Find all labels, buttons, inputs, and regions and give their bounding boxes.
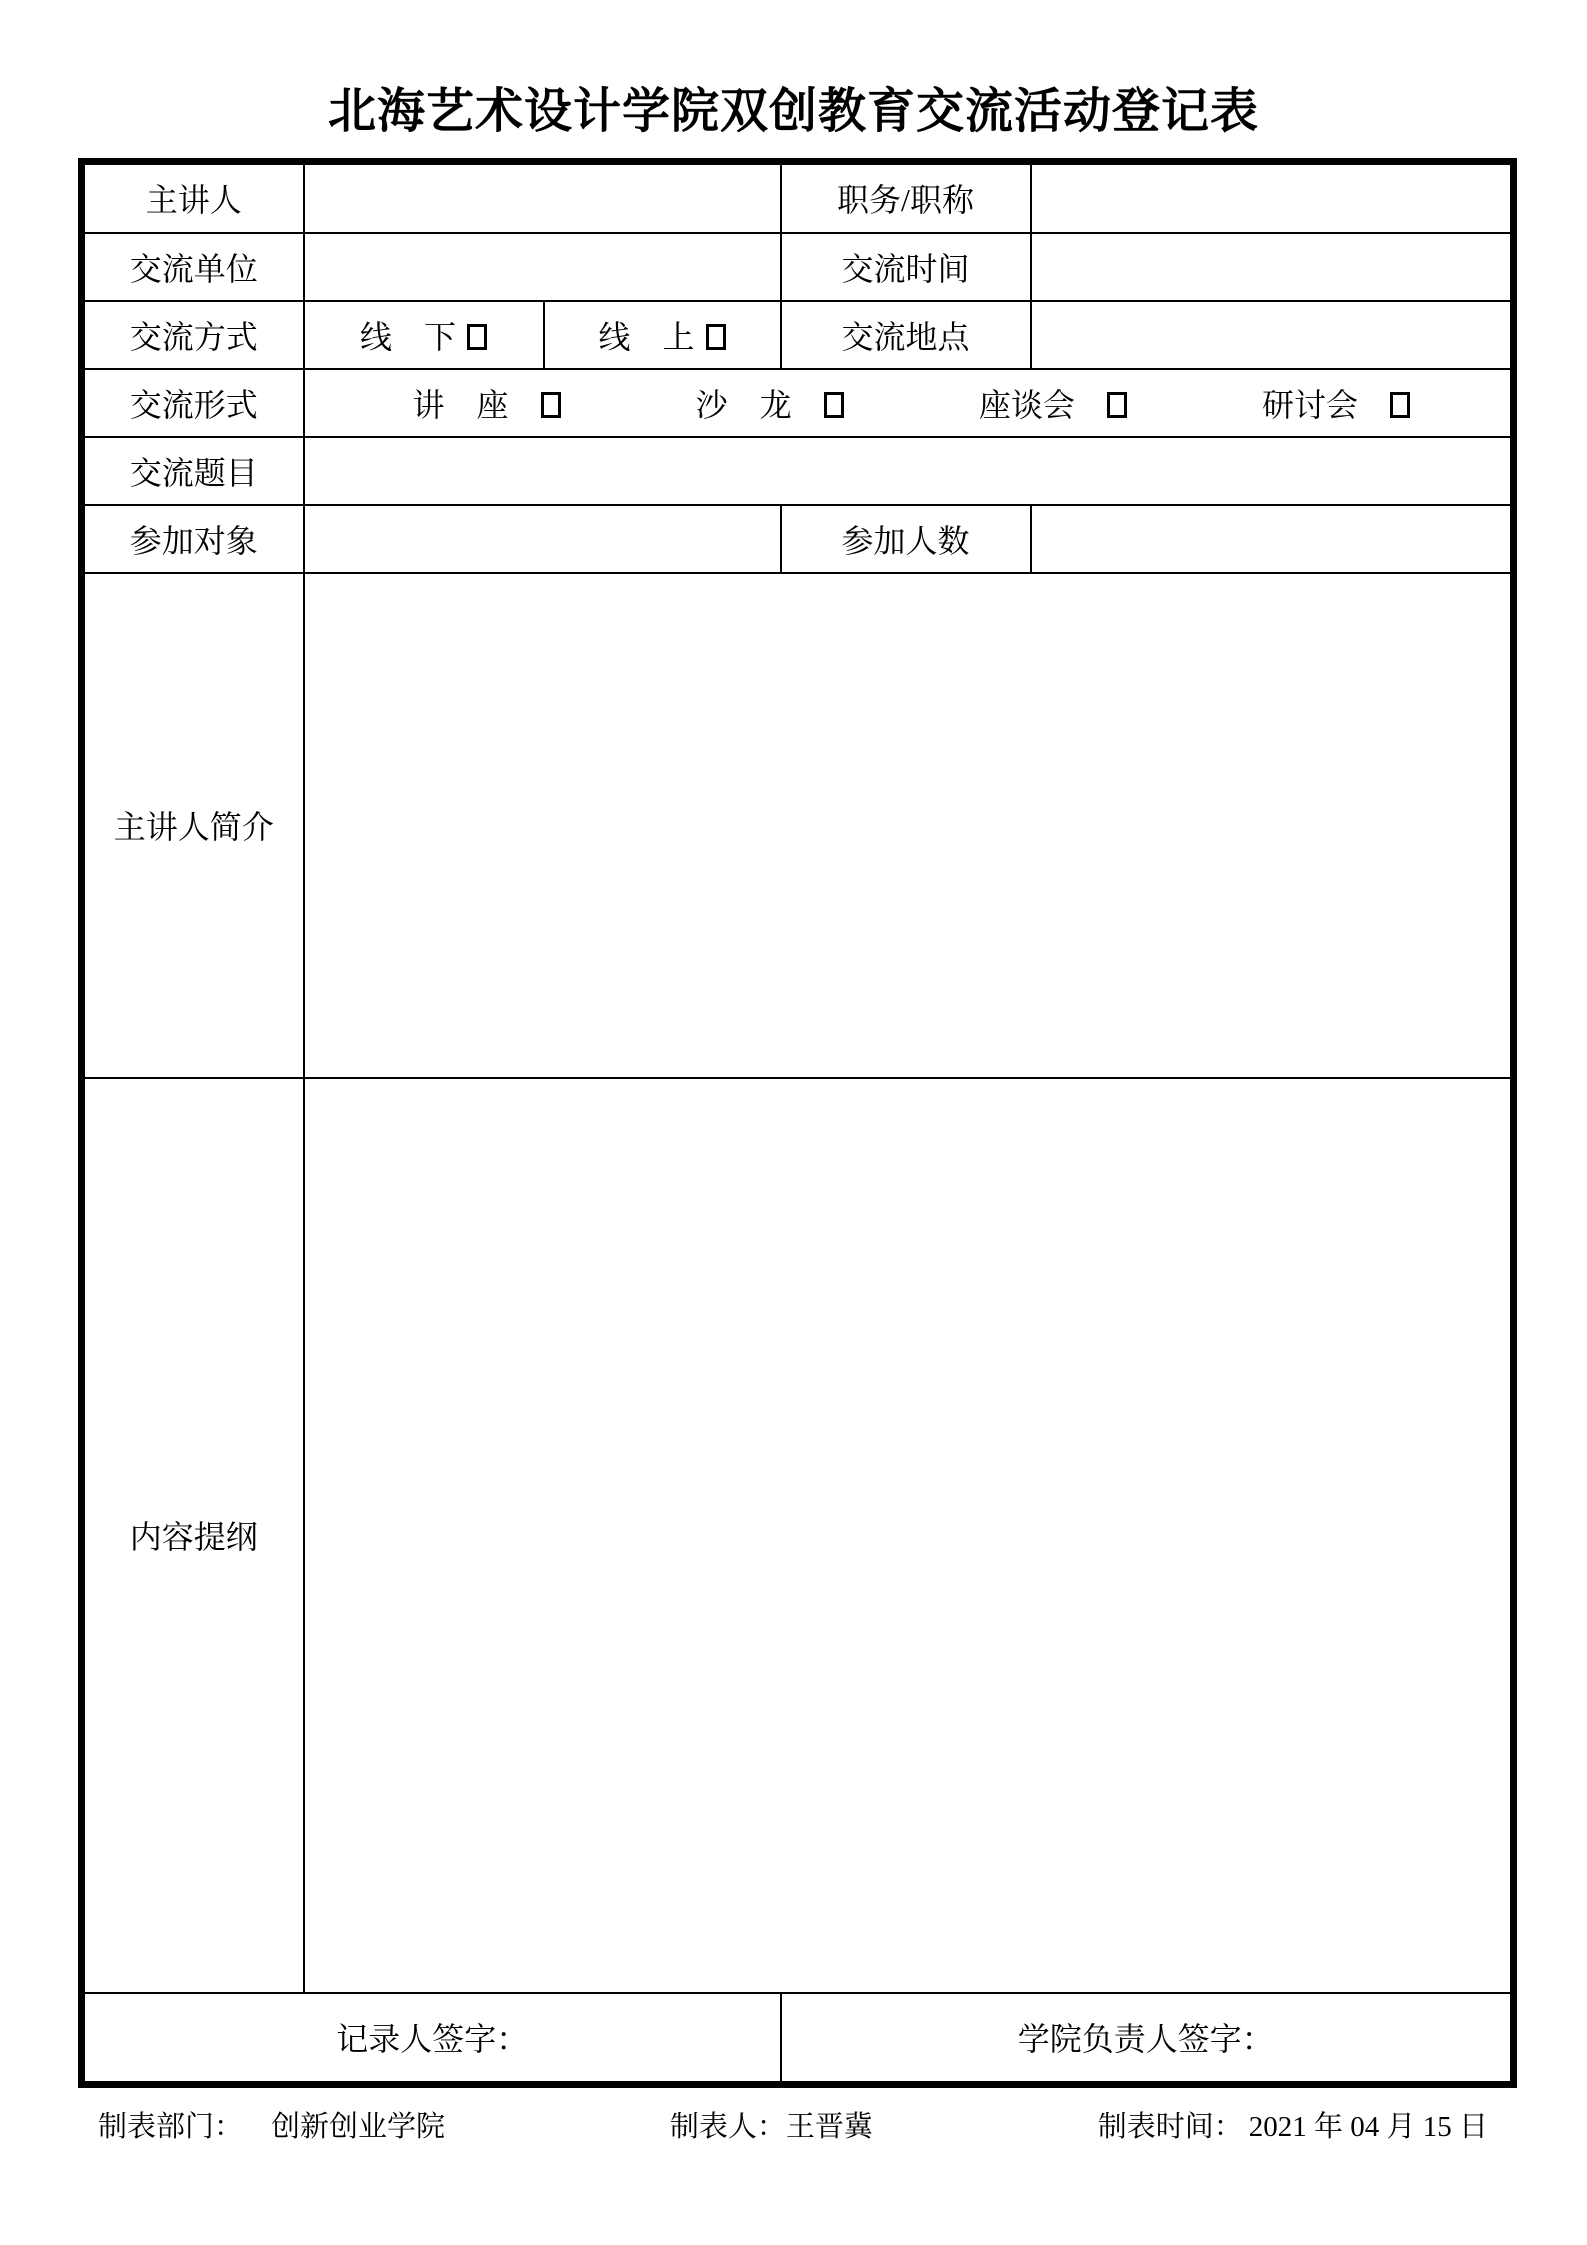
offline-checkbox-icon[interactable] <box>467 324 487 350</box>
location-value-field[interactable] <box>1031 301 1514 369</box>
college-signature-label: 学院负责人签字： <box>1017 2021 1274 2058</box>
footer-preparer <box>670 2104 873 2145</box>
mode-label: 交流方式 <box>82 301 304 369</box>
salon-checkbox-icon[interactable] <box>824 392 844 418</box>
position-label: 职务/职称 <box>781 162 1031 233</box>
date-label: 制表时间： <box>1097 2111 1243 2143</box>
time-label: 交流时间 <box>781 233 1031 301</box>
outline-label: 内容提纲 <box>82 1078 304 1993</box>
preparer-value: 王晋冀 <box>785 2111 873 2143</box>
mode-online-label: 线 上 <box>598 318 695 355</box>
speaker-label: 主讲人 <box>82 162 304 233</box>
row-content-outline <box>82 1078 1514 1993</box>
recorder-signature-label: 记录人签字： <box>336 2021 529 2058</box>
symposium-checkbox-icon[interactable] <box>1107 392 1127 418</box>
outline-value-field[interactable] <box>304 1078 1514 1993</box>
salon-label: 沙 龙 <box>695 386 792 423</box>
form-footer <box>78 2104 1510 2145</box>
bio-label: 主讲人简介 <box>82 573 304 1078</box>
format-options <box>305 380 1511 426</box>
lecture-checkbox-icon[interactable] <box>541 392 561 418</box>
time-value-field[interactable] <box>1031 233 1514 301</box>
row-speaker-bio <box>82 573 1514 1078</box>
department-label: 制表部门： <box>98 2111 244 2143</box>
registration-form-table <box>78 158 1517 2088</box>
format-option-symposium[interactable] <box>979 380 1127 426</box>
department-value: 创新创业学院 <box>271 2111 446 2143</box>
organization-label: 交流单位 <box>82 233 304 301</box>
count-value-field[interactable] <box>1031 505 1514 573</box>
footer-department <box>98 2104 445 2145</box>
mode-online-option[interactable] <box>544 301 781 369</box>
audience-label: 参加对象 <box>82 505 304 573</box>
format-label: 交流形式 <box>82 369 304 437</box>
row-organization <box>82 233 1514 301</box>
page-title: 北海艺术设计学院双创教育交流活动登记表 <box>327 85 1259 138</box>
lecture-label: 讲 座 <box>412 386 509 423</box>
row-audience <box>82 505 1514 573</box>
row-format <box>82 369 1514 437</box>
format-options-cell <box>304 369 1514 437</box>
mode-offline-label: 线 下 <box>359 318 456 355</box>
topic-label: 交流题目 <box>82 437 304 505</box>
seminar-label: 研讨会 <box>1261 386 1358 423</box>
topic-value-field[interactable] <box>304 437 1514 505</box>
recorder-signature-cell[interactable] <box>82 1993 781 2085</box>
format-option-seminar[interactable] <box>1262 380 1410 426</box>
position-value-field[interactable] <box>1031 162 1514 233</box>
row-topic <box>82 437 1514 505</box>
mode-offline-option[interactable] <box>304 301 544 369</box>
online-checkbox-icon[interactable] <box>706 324 726 350</box>
row-speaker <box>82 162 1514 233</box>
preparer-label: 制表人： <box>669 2111 786 2143</box>
speaker-value-field[interactable] <box>304 162 781 233</box>
count-label: 参加人数 <box>781 505 1031 573</box>
organization-value-field[interactable] <box>304 233 781 301</box>
seminar-checkbox-icon[interactable] <box>1390 392 1410 418</box>
row-mode <box>82 301 1514 369</box>
college-signature-cell[interactable] <box>781 1993 1514 2085</box>
location-label: 交流地点 <box>781 301 1031 369</box>
symposium-label: 座谈会 <box>978 386 1075 423</box>
row-signatures <box>82 1993 1514 2085</box>
footer-date <box>1098 2104 1488 2145</box>
format-option-lecture[interactable] <box>413 380 561 426</box>
bio-value-field[interactable] <box>304 573 1514 1078</box>
date-value: 2021 年 04 月 15 日 <box>1248 2111 1488 2143</box>
audience-value-field[interactable] <box>304 505 781 573</box>
format-option-salon[interactable] <box>696 380 844 426</box>
